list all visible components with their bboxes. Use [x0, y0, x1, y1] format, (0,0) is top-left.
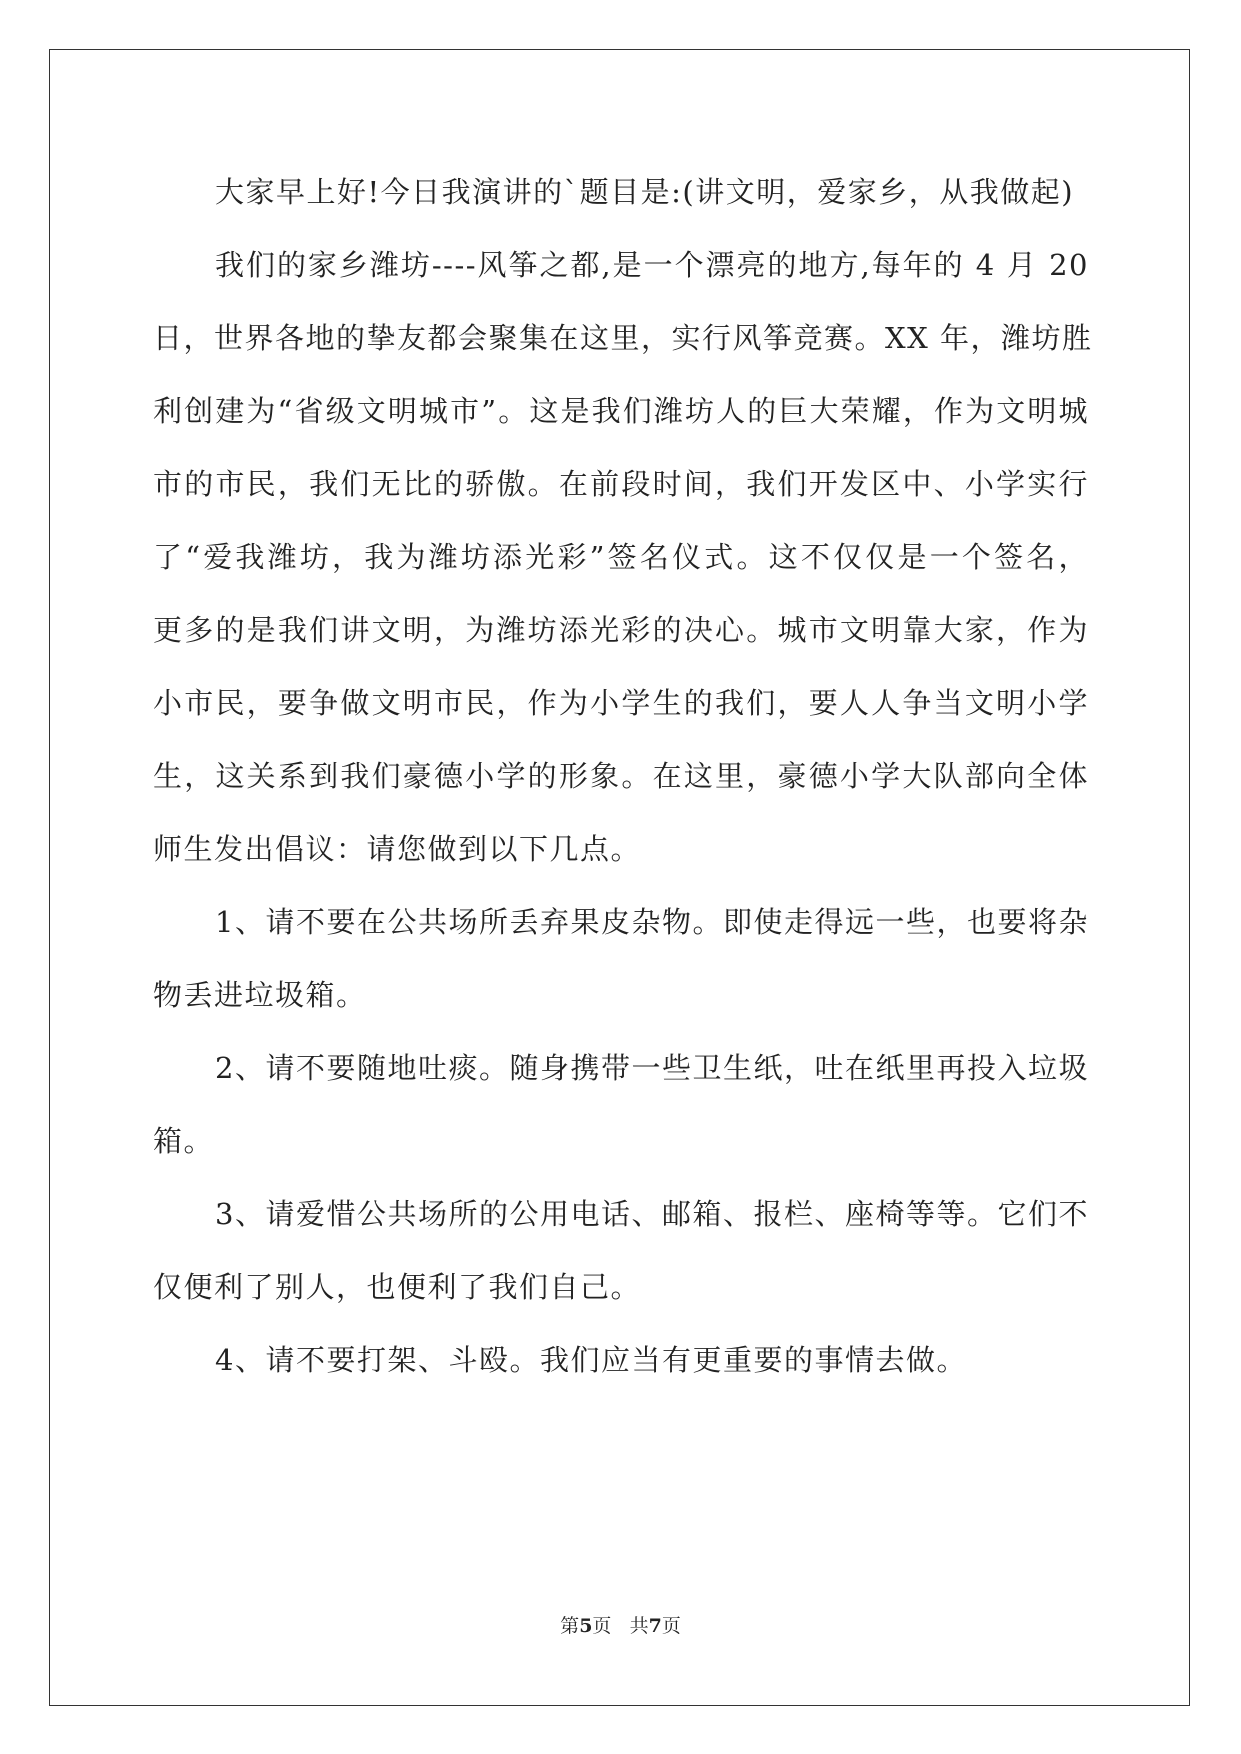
total-pages: 7: [648, 1615, 662, 1637]
document-body: [153, 156, 1093, 1397]
paragraph-item-2: [153, 1032, 1089, 1178]
text-line: 了“爱我潍坊，我为潍坊添光彩”签名仪式。这不仅仅是一个签名，: [153, 540, 1089, 574]
text-line: 日，世界各地的挚友都会聚集在这里，实行风筝竞赛。XX 年，潍坊胜: [153, 321, 1093, 355]
text-line: 我们的家乡潍坊----风筝之都,是一个漂亮的地方,每年的 4 月 20: [215, 248, 1089, 282]
text-line: 小市民，要争做文明市民，作为小学生的我们，要人人争当文明小学: [153, 686, 1089, 720]
text-line: 3、请爱惜公共场所的公用电话、邮箱、报栏、座椅等等。它们不: [215, 1197, 1089, 1231]
paragraph-item-3: [153, 1178, 1089, 1324]
text-line: 4、请不要打架、斗殴。我们应当有更重要的事情去做。: [215, 1343, 967, 1377]
text-line: 大家早上好!今日我演讲的`题目是:(讲文明，爱家乡，从我做起): [215, 175, 1075, 209]
text-line: 1、请不要在公共场所丢弃果皮杂物。即使走得远一些，也要将杂: [215, 905, 1089, 939]
page-footer: [0, 1611, 1241, 1638]
footer-total-suffix: 页: [661, 1615, 681, 1637]
text-line: 仅便利了别人，也便利了我们自己。: [153, 1270, 642, 1304]
text-line: 师生发出倡议：请您做到以下几点。: [153, 832, 642, 866]
footer-total-prefix: 共: [629, 1615, 649, 1637]
footer-page-suffix: 页: [592, 1615, 612, 1637]
text-line: 利创建为“省级文明城市”。这是我们潍坊人的巨大荣耀，作为文明城: [153, 394, 1089, 428]
paragraph-item-4: [153, 1324, 1089, 1397]
paragraph-item-1: [153, 886, 1089, 1032]
text-line: 更多的是我们讲文明，为潍坊添光彩的决心。城市文明靠大家，作为: [153, 613, 1089, 647]
text-line: 生，这关系到我们豪德小学的形象。在这里，豪德小学大队部向全体: [153, 759, 1089, 793]
text-line: 箱。: [153, 1124, 215, 1158]
text-line: 物丢进垃圾箱。: [153, 978, 367, 1012]
page-number: 5: [579, 1615, 593, 1637]
paragraph-intro: [153, 229, 1093, 886]
text-line: 2、请不要随地吐痰。随身携带一些卫生纸，吐在纸里再投入垃圾: [215, 1051, 1089, 1085]
footer-prefix: 第: [560, 1615, 580, 1637]
paragraph-greeting: [153, 156, 1089, 229]
text-line: 市的市民，我们无比的骄傲。在前段时间，我们开发区中、小学实行: [153, 467, 1089, 501]
